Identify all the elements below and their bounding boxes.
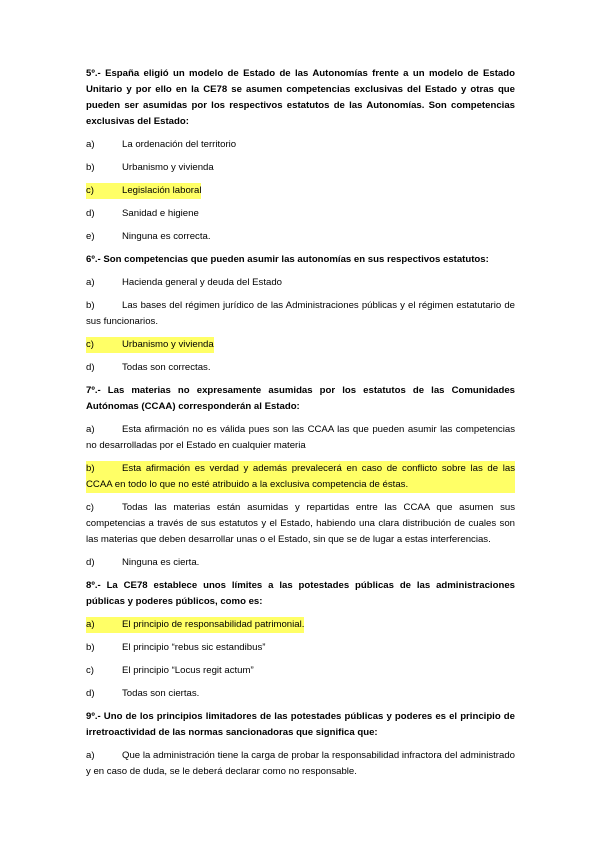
- option-7b-highlighted: b) Esta afirmación es verdad y además prevalecerá en caso de conflicto sobre las de las CCAA en todo lo que no esté atribuido a la exclusiva competencia de éstas.: [86, 461, 515, 493]
- option-5e: e) Ninguna es correcta.: [86, 231, 211, 242]
- option-5b: b) Urbanismo y vivienda: [86, 162, 214, 173]
- option-6b: b) Las bases del régimen jurídico de las Administraciones públicas y el régimen estatutario de sus funcionarios.: [86, 300, 515, 327]
- question-7: 7º.- Las materias no expresamente asumidas por los estatutos de las Comunidades Autónomas (CCAA) corresponderán al Estado:: [86, 385, 515, 412]
- option-6d: d) Todas son correctas.: [86, 362, 211, 373]
- question-9: 9º.- Uno de los principios limitadores de las potestades públicas y poderes es el principio de irretroactividad de las normas sancionadoras que significa que:: [86, 711, 515, 738]
- option-5c-highlighted: c) Legislación laboral: [86, 183, 515, 199]
- option-7d: d) Ninguna es cierta.: [86, 557, 200, 568]
- option-7a: a) Esta afirmación no es válida pues son las CCAA las que pueden asumir las competencias no desarrolladas por el Estado en cualquier materia: [86, 424, 515, 451]
- option-9a: a) Que la administración tiene la carga de probar la responsabilidad infractora del administrado y en caso de duda, se le deberá declarar como no responsable.: [86, 750, 515, 777]
- document-page: [86, 66, 515, 787]
- question-5: 5º.- España eligió un modelo de Estado de las Autonomías frente a un modelo de Estado Unitario y por ello en la CE78 se asumen competencias exclusivas del Estado y otras que pueden ser asumidas por los respectivos estatutos de las Autonomías. Son competencias exclusivas del Estado:: [86, 68, 515, 127]
- option-7c: c) Todas las materias están asumidas y repartidas entre las CCAA que asumen sus competencias a través de sus estatutos y el Estado, habiendo una clara distribución de cuales son las materias que deben desarrollar unas o el Estado, sin que se de lugar a estas interferencias.: [86, 502, 515, 545]
- option-8d: d) Todas son ciertas.: [86, 688, 200, 699]
- option-5a: a) La ordenación del territorio: [86, 139, 237, 150]
- option-8a-highlighted: a) El principio de responsabilidad patrimonial.: [86, 617, 515, 633]
- question-8: 8º.- La CE78 establece unos límites a las potestades públicas de las administraciones públicas y poderes públicos, como es:: [86, 580, 515, 607]
- option-8b: b) El principio “rebus sic estandibus”: [86, 642, 266, 653]
- option-6a: a) Hacienda general y deuda del Estado: [86, 277, 283, 288]
- option-8c: c) El principio “Locus regit actum”: [86, 665, 254, 676]
- option-6c-highlighted: c) Urbanismo y vivienda: [86, 337, 515, 353]
- option-5d: d) Sanidad e higiene: [86, 208, 199, 219]
- question-6: 6º.- Son competencias que pueden asumir las autonomías en sus respectivos estatutos:: [86, 254, 489, 265]
